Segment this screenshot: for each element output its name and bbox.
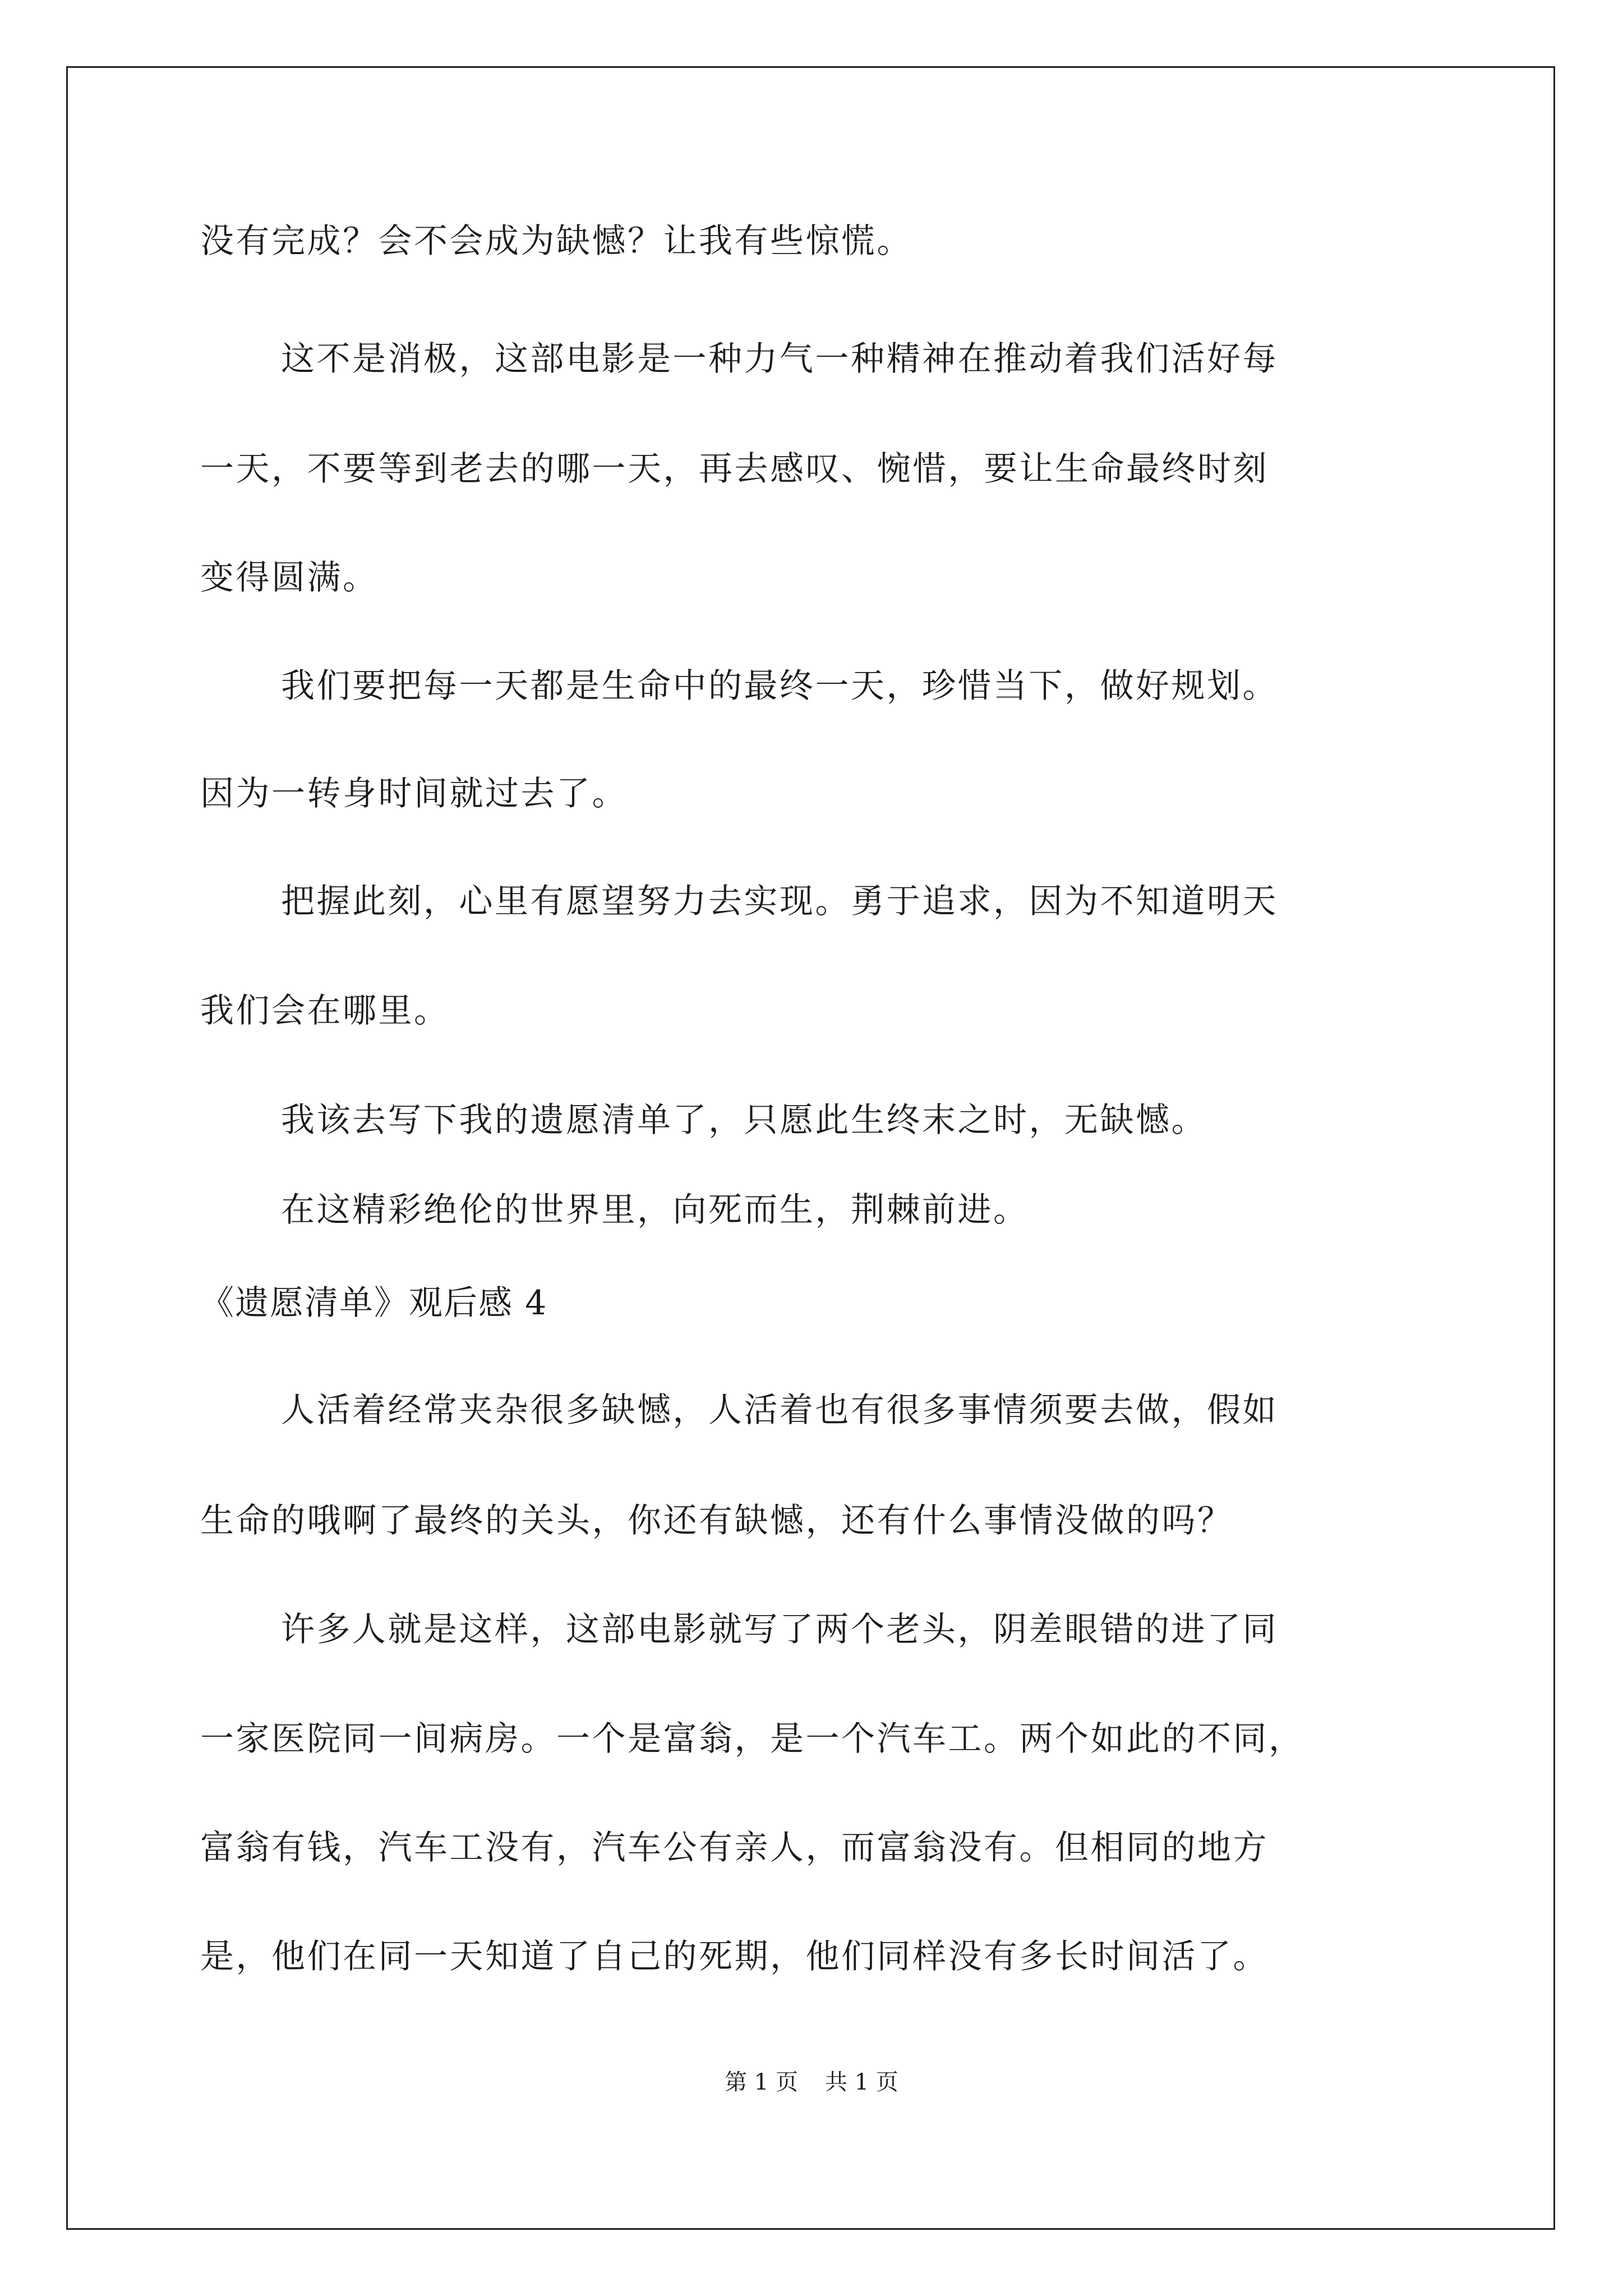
text-line: 我们会在哪里。 — [200, 991, 450, 1030]
text-line: 我该去写下我的遗愿清单了，只愿此生终末之时，无缺憾。 — [281, 1101, 1207, 1140]
text-line: 一家医院同一间病房。一个是富翁，是一个汽车工。两个如此的不同， — [200, 1719, 1304, 1759]
text-line: 没有完成？会不会成为缺憾？让我有些惊慌。 — [200, 222, 912, 261]
page-total: 共 1 页 — [825, 2069, 898, 2095]
page-footer — [0, 2071, 1623, 2093]
section-heading: 《遗愿清单》观后感 4 — [200, 1283, 548, 1323]
page-border — [66, 66, 1555, 2230]
page-number: 第 1 页 — [725, 2069, 798, 2095]
text-line: 富翁有钱，汽车工没有，汽车公有亲人，而富翁没有。但相同的地方 — [200, 1828, 1269, 1867]
text-line: 人活着经常夹杂很多缺憾，人活着也有很多事情须要去做，假如 — [281, 1391, 1278, 1430]
text-line: 把握此刻，心里有愿望努力去实现。勇于追求，因为不知道明天 — [281, 882, 1278, 921]
text-line: 许多人就是这样，这部电影就写了两个老头，阴差眼错的进了同 — [281, 1610, 1278, 1649]
text-line: 我们要把每一天都是生命中的最终一天，珍惜当下，做好规划。 — [281, 666, 1278, 706]
text-line: 是，他们在同一天知道了自己的死期，他们同样没有多长时间活了。 — [200, 1937, 1269, 1976]
text-line: 因为一转身时间就过去了。 — [200, 774, 628, 813]
text-line: 一天，不要等到老去的哪一天，再去感叹、惋惜，要让生命最终时刻 — [200, 449, 1269, 489]
text-line: 变得圆满。 — [200, 558, 379, 597]
text-line: 在这精彩绝伦的世界里，向死而生，荆棘前进。 — [281, 1190, 1029, 1230]
text-line: 这不是消极，这部电影是一种力气一种精神在推动着我们活好每 — [281, 339, 1278, 379]
text-line: 生命的哦啊了最终的关头，你还有缺憾，还有什么事情没做的吗？ — [200, 1501, 1233, 1540]
